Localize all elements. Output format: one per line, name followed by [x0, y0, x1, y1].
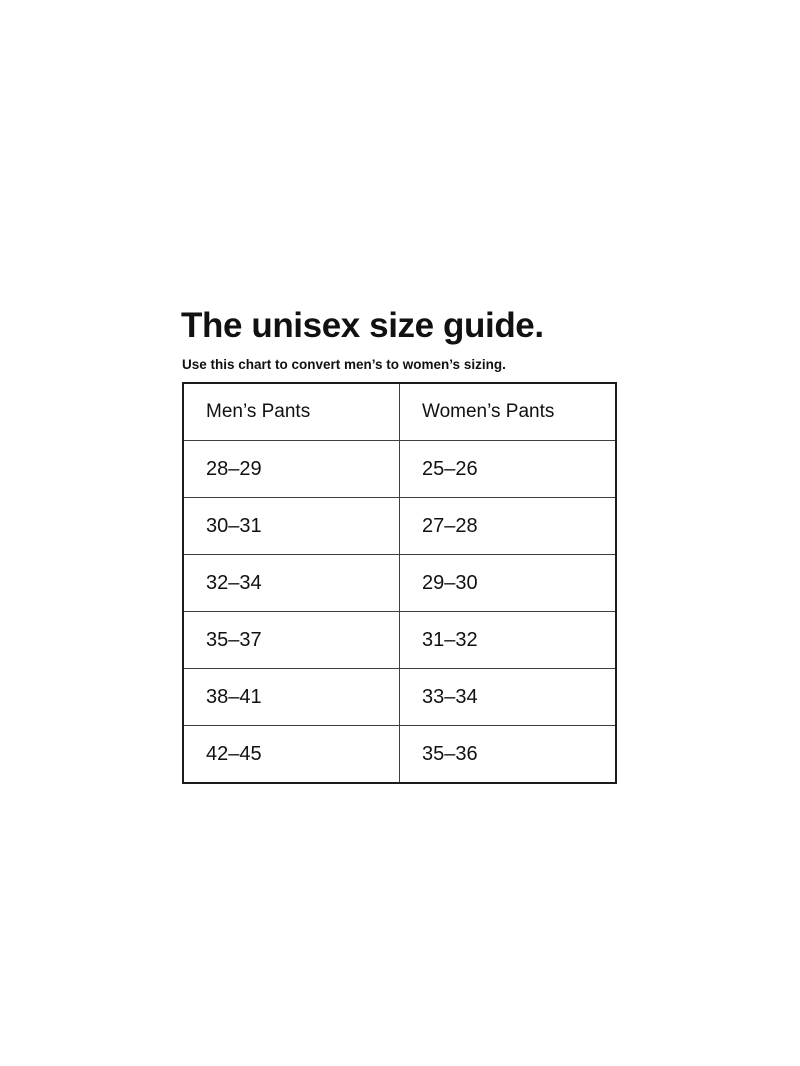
- table-cell-womens: 33–34: [400, 669, 617, 726]
- table-cell-mens: 32–34: [183, 555, 400, 612]
- table-cell-mens: 30–31: [183, 498, 400, 555]
- table-header-row: [183, 383, 616, 441]
- table-row: [183, 441, 616, 498]
- table-cell-mens: 28–29: [183, 441, 400, 498]
- page-title: The unisex size guide.: [181, 306, 544, 346]
- table-row: [183, 612, 616, 669]
- page-subtitle: Use this chart to convert men’s to women’s sizing.: [182, 356, 506, 372]
- table-row: [183, 726, 616, 784]
- table-cell-womens: 29–30: [400, 555, 617, 612]
- table-cell-womens: 25–26: [400, 441, 617, 498]
- table-cell-mens: 38–41: [183, 669, 400, 726]
- column-header-womens-pants: Women’s Pants: [400, 383, 617, 441]
- table-cell-mens: 42–45: [183, 726, 400, 784]
- table-cell-womens: 35–36: [400, 726, 617, 784]
- table-cell-mens: 35–37: [183, 612, 400, 669]
- table-cell-womens: 27–28: [400, 498, 617, 555]
- table-cell-womens: 31–32: [400, 612, 617, 669]
- table-row: [183, 555, 616, 612]
- column-header-mens-pants: Men’s Pants: [183, 383, 400, 441]
- table-row: [183, 669, 616, 726]
- table-row: [183, 498, 616, 555]
- size-guide-table: [182, 382, 617, 784]
